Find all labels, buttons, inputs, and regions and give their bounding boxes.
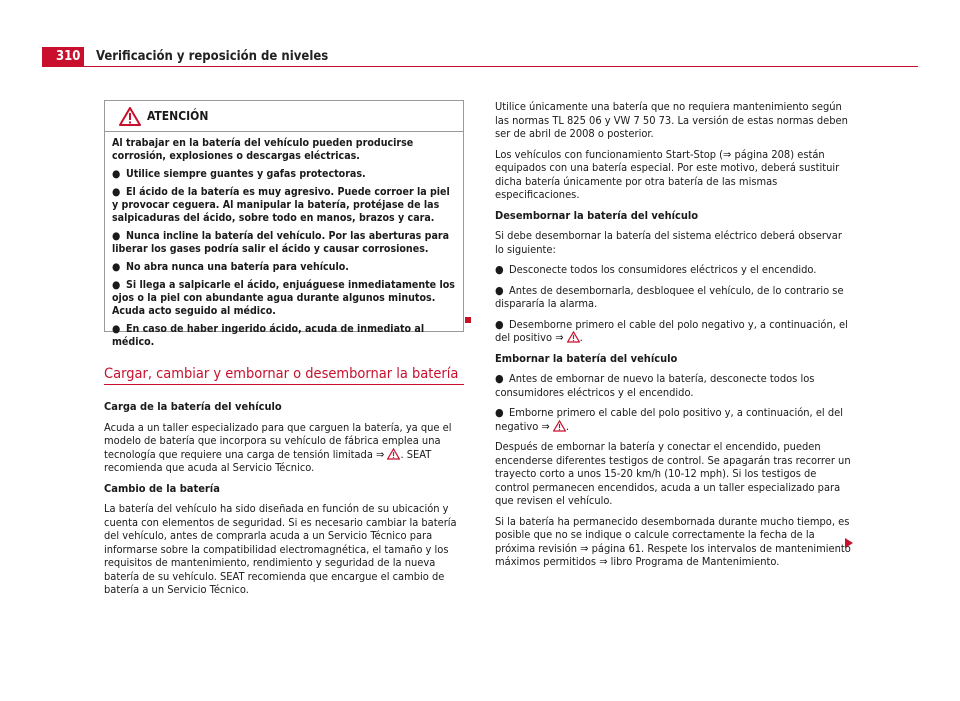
bullet: ● [495, 263, 504, 276]
paragraph: Utilice únicamente una batería que no requiera mantenimiento según las normas TL 825 06 y VW 7 50 73. La versión de estas normas deben ser de abril de 2008 o posterior. [495, 100, 848, 140]
page-number: 310 [42, 47, 84, 66]
bullet: ● [112, 261, 121, 273]
warning-item: ● No abra nunca una batería para vehículo. [112, 261, 349, 273]
list-item: ● Desconecte todos los consumidores eléctricos y el encendido. [495, 263, 817, 276]
header-title: Verificación y reposición de niveles [96, 49, 329, 64]
warning-triangle-icon [119, 107, 141, 126]
end-of-section-marker [465, 317, 471, 323]
bullet: ● [112, 279, 121, 291]
warning-intro: Al trabajar en la batería del vehículo pueden producirse corrosión, explosiones o descargas eléctricas. [112, 137, 414, 162]
list-item: ● Antes de desembornarla, desbloquee el vehículo, de lo contrario se dispararía la alarma. [495, 283, 844, 310]
bullet: ● [495, 406, 504, 419]
right-column [495, 100, 853, 576]
bullet: ● [495, 317, 504, 331]
paragraph: La batería del vehículo ha sido diseñada en función de su ubicación y cuenta con elementos de seguridad. Si es necesario cambiar la batería del vehículo, antes de comprarla acuda a un Servicio Técnico para informarse sobre la compatibilidad electromagnética, el tamaño y los requisitos de mantenimiento, rendimiento y seguridad de la nueva batería de su vehículo. SEAT recomienda que encargue el cambio de batería a un Servicio Técnico. [104, 502, 457, 596]
list-item: ● Desemborne primero el cable del polo negativo y, a continuación, el del positivo ⇒ . [495, 317, 848, 344]
section-rule [104, 384, 464, 385]
paragraph: Después de embornar la batería y conectar el encendido, pueden encenderse diferentes testigos de control. Se apagarán tras recorrer un trayecto corto a unos 15-20 km/h (10-12 mph). Si los testigos de control permanecen encendidos, acuda a un taller especializado para que revisen el vehículo. [495, 440, 851, 507]
warning-item: ● En caso de haber ingerido ácido, acuda de inmediato al médico. [112, 323, 425, 348]
paragraph: Los vehículos con funcionamiento Start-Stop (⇒ página 208) están equipados con una batería especial. Por este motivo, deberá sustituir dicha batería únicamente por otra batería de las mismas especificaciones. [495, 147, 840, 201]
subheading: Cambio de la batería [104, 481, 220, 495]
left-column [104, 400, 464, 604]
subheading: Carga de la batería del vehículo [104, 400, 282, 413]
section-title: Cargar, cambiar y embornar o desembornar la batería [104, 366, 459, 382]
paragraph: Acuda a un taller especializado para que carguen la batería, ya que el modelo de batería que incorpora su vehículo de fábrica emplea una tecnología que requiere una carga de tensión limitada ⇒ . SEAT recomienda que acuda al Servicio Técnico. [104, 420, 452, 474]
warning-item: ● Utilice siempre guantes y gafas protectoras. [112, 168, 366, 180]
paragraph: Si la batería ha permanecido desembornada durante mucho tiempo, es posible que no se indique o calcule correctamente la fecha de la próxima revisión ⇒ página 61. Respete los intervalos de mantenimiento máximos permitidos ⇒ libro Programa de Mantenimiento. [495, 514, 851, 568]
warning-triangle-icon[interactable] [553, 420, 566, 432]
bullet: ● [112, 186, 121, 198]
list-item: ● Emborne primero el cable del polo positivo y, a continuación, el del negativo ⇒ . [495, 406, 843, 433]
warning-box [104, 100, 464, 348]
warning-triangle-icon[interactable] [567, 331, 580, 343]
paragraph: Si debe desembornar la batería del sistema eléctrico deberá observar lo siguiente: [495, 229, 842, 256]
next-page-arrow-icon[interactable] [845, 538, 853, 548]
warning-item: ● El ácido de la batería es muy agresivo. Puede corroer la piel y provocar ceguera. Al manipular la batería, protéjase de las salpicaduras del ácido, sobre todo en manos, brazos y cara. [112, 186, 450, 224]
subheading: Embornar la batería del vehículo [495, 351, 678, 365]
warning-triangle-icon[interactable] [387, 448, 400, 460]
warning-item: ● Si llega a salpicarle el ácido, enjuáguese inmediatamente los ojos o la piel con abundante agua durante algunos minutos. Acuda acto seguido al médico. [112, 279, 455, 317]
warning-title: ATENCIÓN [147, 109, 209, 123]
bullet: ● [495, 372, 504, 385]
warning-item: ● Nunca incline la batería del vehículo. Por las aberturas para liberar los gases podría salir el ácido y causar corrosiones. [112, 230, 450, 255]
subheading: Desembornar la batería del vehículo [495, 208, 699, 222]
bullet: ● [112, 230, 121, 242]
warning-header [105, 101, 463, 132]
list-item: ● Antes de embornar de nuevo la batería, desconecte todos los consumidores eléctricos y el encendido. [495, 372, 815, 399]
bullet: ● [112, 168, 121, 180]
bullet: ● [495, 283, 504, 297]
bullet: ● [112, 323, 121, 335]
header-rule [42, 66, 918, 67]
